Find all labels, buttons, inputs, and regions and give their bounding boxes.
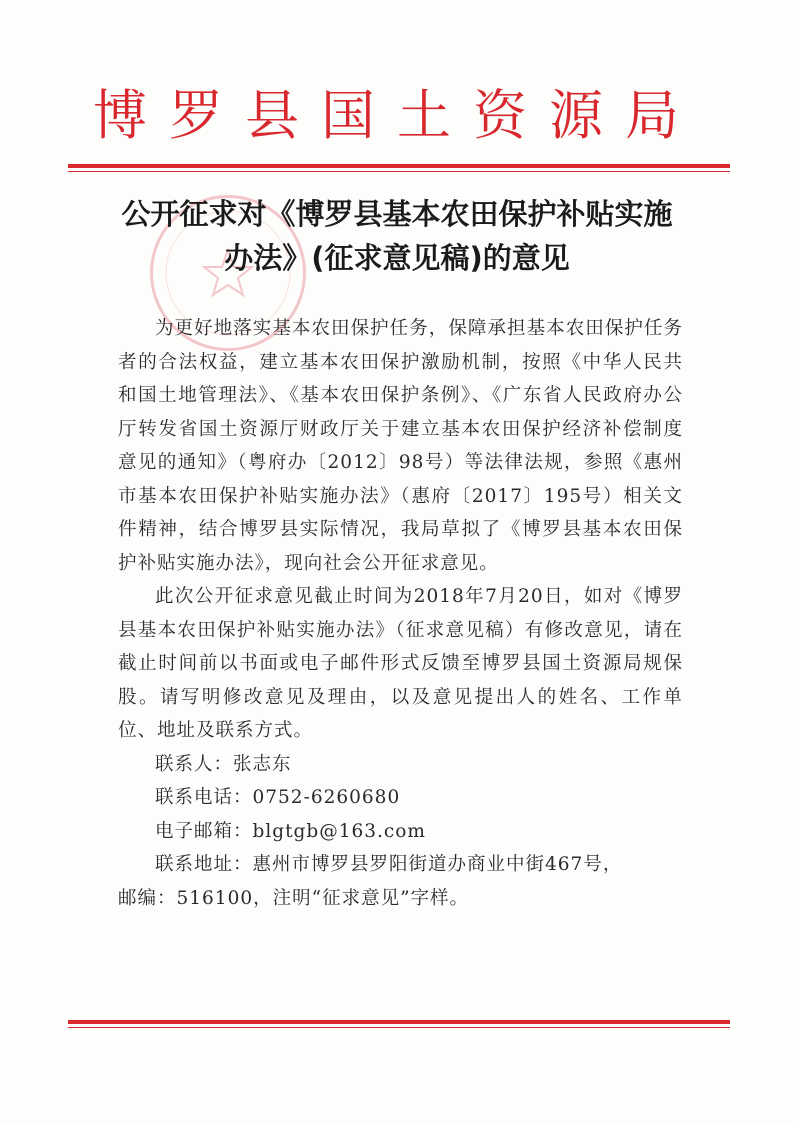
contact-postcode: 邮编：516100，注明“征求意见”字样。 <box>118 887 470 909</box>
letterhead-org-name: 博罗县国土资源局 <box>93 84 701 147</box>
letterhead-red-rule <box>68 164 730 168</box>
contact-phone: 联系电话：0752-6260680 <box>155 787 401 808</box>
document-title-line-1: 公开征求对《博罗县基本农田保护补贴实施 <box>121 197 673 231</box>
body-paragraph-2: 此次公开征求意见截止时间为2018年7月20日，如对《博罗县基本农田保护补贴实施办法》（征求意见稿）有修改意见，请在截止时间前以书面或电子邮件形式反馈至博罗县国土资源局规保股。请写明修改意见及理由，以及意见提出人的姓名、工作单位、地址及联系方式。 <box>118 586 683 741</box>
letterhead-red-rule-thin <box>68 171 730 172</box>
document-body <box>118 312 683 915</box>
document-title <box>0 192 794 280</box>
body-paragraph-1: 为更好地落实基本农田保护任务，保障承担基本农田保护任务者的合法权益，建立基本农田保护激励机制，按照《中华人民共和国土地管理法》、《基本农田保护条例》、《广东省人民政府办公厅转发省国土资源厅财政厅关于建立基本农田保护经济补偿制度意见的通知》（粤府办〔2012〕98号）等法律法规，参照《惠州市基本农田保护补贴实施办法》（惠府〔2017〕195号）相关文件精神，结合博罗县实际情况，我局草拟了《博罗县基本农田保护补贴实施办法》，现向社会公开征求意见。 <box>118 318 683 574</box>
footer-red-rule <box>68 1020 730 1024</box>
contact-person: 联系人：张志东 <box>155 753 292 775</box>
document-title-line-2: 办法》(征求意见稿)的意见 <box>224 241 570 275</box>
footer-red-rule-thin <box>68 1027 730 1028</box>
contact-email: 电子邮箱：blgtgb@163.com <box>155 820 426 842</box>
contact-address: 联系地址：惠州市博罗县罗阳街道办商业中街467号， <box>155 854 623 875</box>
